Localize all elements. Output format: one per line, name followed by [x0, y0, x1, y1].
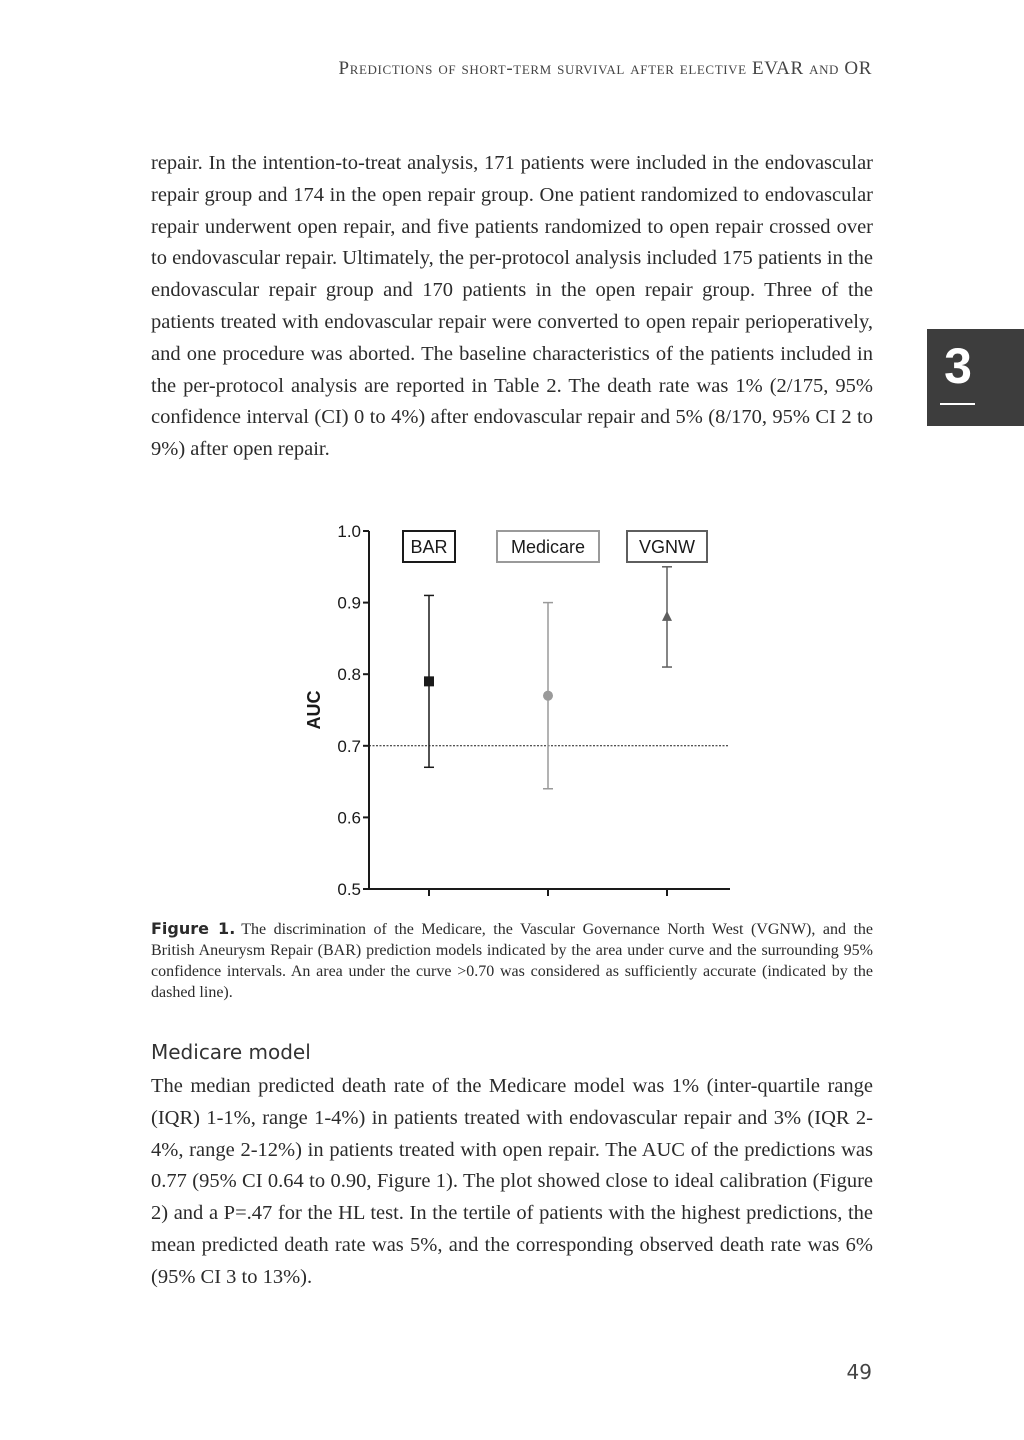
chapter-underline [940, 403, 975, 405]
y-axis-label: AUC [304, 690, 324, 730]
figure-caption [151, 918, 873, 1003]
y-tick-label: 0.5 [337, 880, 361, 899]
body-paragraph-2: The median predicted death rate of the Medicare model was 1% (inter-quartile range (IQR) 1-1%, range 1-4%) in patients treated with endovascular repair and 3% (IQR 2-4%, range 2-12%) in patients treated with open repair. The AUC of the predictions was 0.77 (95% CI 0.64 to 0.90, Figure 1). The plot showed close to ideal calibration (Figure 2) and a P=.47 for the HL test. In the tertile of patients with the highest predictions, the mean predicted death rate was 5%, and the corresponding observed death rate was 6% (95% CI 3 to 13%). [151, 1075, 873, 1288]
chart-plot-area [304, 522, 730, 899]
legend-label: BAR [410, 537, 448, 557]
chapter-tab [927, 329, 1024, 426]
legend-label: VGNW [639, 537, 695, 557]
data-point [424, 676, 434, 686]
auc-chart [290, 515, 740, 905]
body-paragraph-1: repair. In the intention-to-treat analysis, 171 patients were included in the endovascular repair group and 174 in the open repair group. One patient randomized to endovascular repair underwent open repair, and five patients randomized to open repair crossed over to endovascular repair. Ultimately, the per-protocol analysis included 175 patients in the endovascular repair group and 170 patients in the open repair group. Three of the patients treated with endovascular repair were converted to open repair perioperatively, and one procedure was aborted. The baseline characteristics of the patients included in the per-protocol analysis are reported in Table 2. The death rate was 1% (2/175, 95% confidence interval (CI) 0 to 4%) after endovascular repair and 5% (8/170, 95% CI 2 to 9%) after open repair. [151, 152, 873, 461]
y-tick-label: 0.6 [337, 808, 361, 828]
y-tick-label: 0.7 [337, 736, 361, 756]
y-tick-label: 1.0 [337, 522, 361, 541]
data-point [662, 611, 672, 621]
y-tick-label: 0.9 [337, 593, 361, 613]
data-point [543, 691, 553, 701]
y-tick-label: 0.8 [337, 665, 361, 685]
chapter-number: 3 [944, 338, 972, 394]
section-heading: Medicare model [151, 1040, 311, 1064]
figure-caption-text: The discrimination of the Medicare, the Vascular Governance North West (VGNW), and the British Aneurysm Repair (BAR) prediction models indicated by the area under curve and the surrounding 95% confidence intervals. An area under the curve >0.70 was considered as sufficiently accurate (indicated by the dashed line). [151, 921, 873, 1001]
page-number: 49 [846, 1360, 872, 1384]
figure-label: Figure 1. [151, 919, 236, 938]
running-head: Predictions of short-term survival after elective EVAR and OR [338, 58, 872, 79]
legend-label: Medicare [510, 537, 586, 557]
